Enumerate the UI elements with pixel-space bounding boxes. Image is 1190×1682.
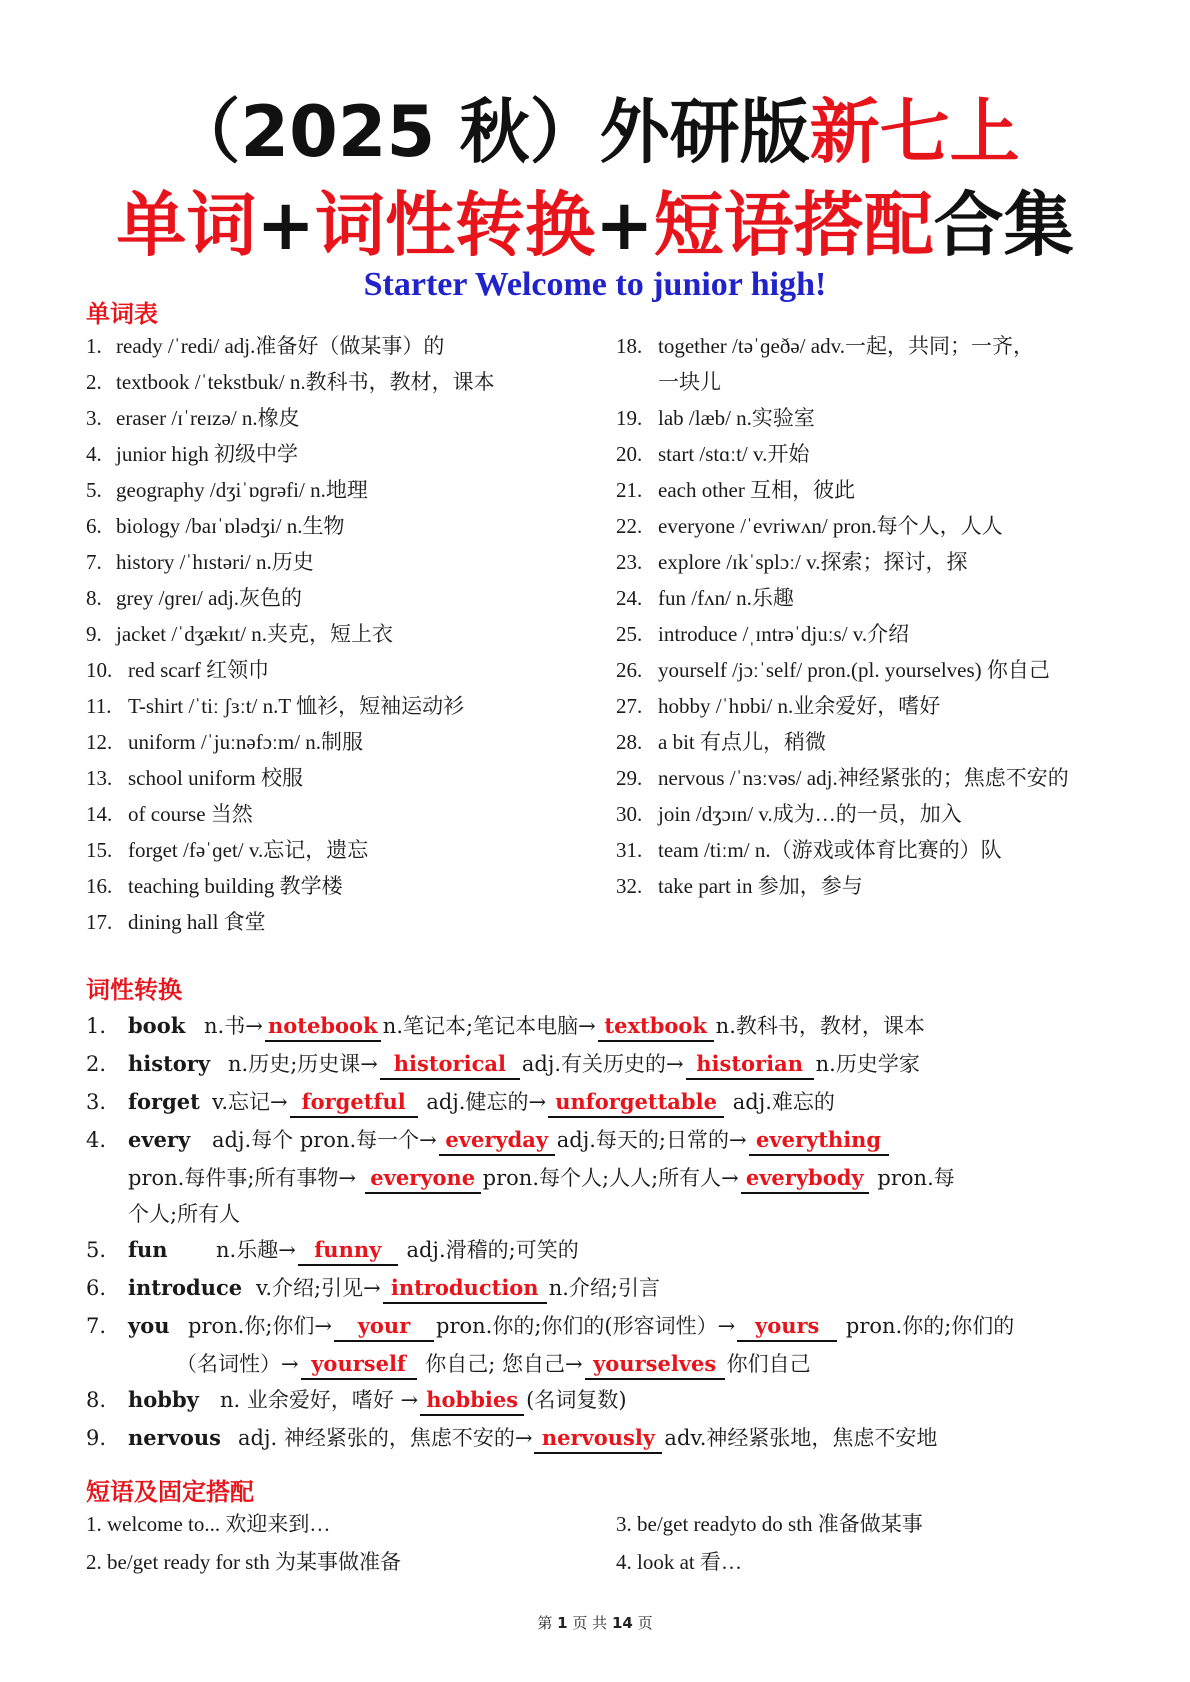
vocab-text: a bit 有点儿，稍微: [658, 730, 826, 754]
wordform-text: adj.每个 pron.每一个→: [212, 1128, 437, 1152]
vocab-text: jacket /ˈdʒækɪt/ n.夹克，短上衣: [116, 622, 394, 646]
vocab-number: 30.: [616, 802, 643, 826]
wordform-item: [86, 1122, 1126, 1158]
vocab-item: [86, 544, 606, 580]
headword: fun: [128, 1237, 168, 1262]
headword: you: [128, 1313, 170, 1338]
wordform-text: (名词复数): [526, 1388, 627, 1412]
wordform-list: [86, 1008, 1126, 1458]
vocab-item: [616, 580, 1126, 616]
vocab-item: [616, 436, 1126, 472]
wordform-item: [86, 1008, 1126, 1044]
vocab-number: 31.: [616, 838, 643, 862]
wordform-text: pron.你的;你们的: [839, 1314, 1015, 1338]
vocab-item: [86, 400, 606, 436]
vocab-number: 9.: [86, 622, 102, 646]
wordform-text: n.乐趣→: [216, 1238, 296, 1262]
vocab-text: uniform /ˈjuːnəfɔːm/ n.制服: [128, 730, 364, 754]
answer-blank: funny: [298, 1236, 398, 1266]
vocab-text: introduce /ˌɪntrəˈdjuːs/ v.介绍: [658, 622, 910, 646]
vocab-text: grey /ɡreɪ/ adj.灰色的: [116, 586, 303, 610]
vocab-item: [86, 328, 606, 364]
vocab-item: [616, 544, 1126, 580]
answer-blank: historian: [686, 1050, 814, 1080]
vocab-number: 28.: [616, 730, 643, 754]
vocab-text: nervous /ˈnɜːvəs/ adj.神经紧张的；焦虑不安的: [658, 766, 1069, 790]
vocab-text: school uniform 校服: [128, 766, 303, 790]
wordform-text: n.历史;历史课→: [228, 1052, 378, 1076]
vocab-number: 29.: [616, 766, 643, 790]
vocab-text: geography /dʒiˈɒɡrəfi/ n.地理: [116, 478, 368, 502]
wordform-item-continued: [86, 1346, 1126, 1382]
vocab-number: 3.: [86, 406, 102, 430]
wordform-text: pron.你的;你们的(形容词性）→: [436, 1314, 736, 1338]
headword: history: [128, 1051, 211, 1076]
answer-blank: introduction: [383, 1274, 547, 1304]
headword: hobby: [128, 1387, 199, 1412]
wordform-text: adj.每天的;日常的→: [556, 1128, 747, 1152]
wordform-text: n.介绍;引言: [548, 1276, 660, 1300]
wordform-item-continued: 个人;所有人: [128, 1202, 241, 1226]
vocab-item: [616, 616, 1126, 652]
section-heading-phrases: 短语及固定搭配: [86, 1478, 254, 1506]
wordform-item: [86, 1308, 1126, 1344]
wordform-number: 9.: [86, 1426, 107, 1450]
answer-blank: textbook: [598, 1012, 714, 1042]
answer-blank: your: [334, 1312, 434, 1342]
vocab-number: 24.: [616, 586, 643, 610]
vocab-item: [616, 796, 1126, 832]
vocab-number: 5.: [86, 478, 102, 502]
vocab-text: hobby /ˈhɒbi/ n.业余爱好，嗜好: [658, 694, 941, 718]
vocab-item: [616, 760, 1126, 796]
vocab-number: 21.: [616, 478, 643, 502]
vocab-item: [86, 652, 606, 688]
wordform-text: n. 业余爱好，嗜好 →: [220, 1388, 419, 1412]
vocab-text: explore /ɪkˈsplɔː/ v.探索；探讨，探: [658, 550, 968, 574]
headword: introduce: [128, 1275, 243, 1300]
wordform-text: v.介绍;引见→: [256, 1276, 381, 1300]
headword: every: [128, 1127, 191, 1152]
vocab-text: join /dʒɔɪn/ v.成为…的一员，加入: [658, 802, 962, 826]
phrase-item: 3. be/get readyto do sth 准备做某事: [616, 1512, 923, 1536]
section-heading-wordforms: 词性转换: [86, 976, 182, 1004]
vocab-number: 18.: [616, 334, 643, 358]
wordform-item: [86, 1232, 1126, 1268]
answer-blank: everyday: [439, 1126, 555, 1156]
vocab-number: 12.: [86, 730, 113, 754]
vocab-item: [86, 364, 606, 400]
vocab-text: textbook /ˈtekstbuk/ n.教科书，教材，课本: [116, 370, 495, 394]
wordform-item-continued: [86, 1160, 1126, 1196]
wordform-item: [86, 1084, 1126, 1120]
vocab-item: [616, 868, 1126, 904]
wordform-item: [86, 1046, 1126, 1082]
vocab-number: 10.: [86, 658, 113, 682]
vocab-text: forget /fəˈɡet/ v.忘记，遗忘: [128, 838, 369, 862]
wordform-text: n.书→: [204, 1014, 263, 1038]
vocab-number: 25.: [616, 622, 643, 646]
vocab-item: [86, 724, 606, 760]
vocab-text: biology /baɪˈɒlədʒi/ n.生物: [116, 514, 345, 538]
vocab-text: ready /ˈredi/ adj.准备好（做某事）的: [116, 334, 445, 358]
phrase-item: 2. be/get ready for sth 为某事做准备: [86, 1550, 401, 1574]
vocab-number: 6.: [86, 514, 102, 538]
wordform-text: （名词性）→: [176, 1352, 299, 1376]
vocab-number: 17.: [86, 910, 113, 934]
answer-blank: yours: [737, 1312, 837, 1342]
vocab-number: 8.: [86, 586, 102, 610]
vocab-item: [86, 832, 606, 868]
wordform-text: adj.健忘的→: [419, 1090, 547, 1114]
vocab-item: [616, 688, 1126, 724]
main-title-line2: 单词+词性转换+短语搭配合集: [116, 184, 1074, 266]
phrase-item: 4. look at 看…: [616, 1550, 742, 1574]
wordform-text: pron.每件事;所有事物→: [128, 1166, 363, 1190]
wordform-text: adj.有关历史的→: [521, 1052, 684, 1076]
vocab-text: of course 当然: [128, 802, 253, 826]
wordform-number: 7.: [86, 1314, 107, 1338]
vocab-item: [86, 580, 606, 616]
vocab-item: [86, 760, 606, 796]
wordform-text: 你们自己: [726, 1352, 811, 1376]
vocab-text: eraser /ɪˈreɪzə/ n.橡皮: [116, 406, 300, 430]
wordform-number: 6.: [86, 1276, 107, 1300]
vocab-text: teaching building 教学楼: [128, 874, 343, 898]
vocab-item: [616, 724, 1126, 760]
vocab-text: each other 互相，彼此: [658, 478, 856, 502]
vocab-right-column: [616, 328, 1126, 904]
vocab-number: 7.: [86, 550, 102, 574]
vocab-item: [86, 868, 606, 904]
vocab-number: 19.: [616, 406, 643, 430]
vocab-item: [616, 400, 1126, 436]
wordform-text: adj.难忘的: [726, 1090, 835, 1114]
vocab-text: fun /fʌn/ n.乐趣: [658, 586, 794, 610]
vocab-item: [86, 436, 606, 472]
vocab-item: [616, 832, 1126, 868]
vocab-number: 15.: [86, 838, 113, 862]
vocab-item: [616, 328, 1126, 364]
vocab-number: 14.: [86, 802, 113, 826]
wordform-text: adj. 神经紧张的，焦虑不安的→: [238, 1426, 533, 1450]
vocab-text: everyone /ˈevriwʌn/ pron.每个人，人人: [658, 514, 1003, 538]
vocab-left-column: [86, 328, 606, 940]
vocab-text: start /stɑːt/ v.开始: [658, 442, 810, 466]
vocab-number: 20.: [616, 442, 643, 466]
answer-blank: nervously: [534, 1424, 662, 1454]
wordform-text: v.忘记→: [212, 1090, 288, 1114]
wordform-item: [86, 1420, 1126, 1456]
wordform-number: 8.: [86, 1388, 107, 1412]
answer-blank: forgetful: [290, 1088, 418, 1118]
wordform-text: n.教科书，教材，课本: [715, 1014, 925, 1038]
answer-blank: everything: [749, 1126, 889, 1156]
wordform-number: 3.: [86, 1090, 107, 1114]
answer-blank: unforgettable: [548, 1088, 724, 1118]
wordform-item: [86, 1382, 1126, 1418]
answer-blank: hobbies: [420, 1386, 524, 1416]
wordform-number: 4.: [86, 1128, 107, 1152]
wordform-number: 5.: [86, 1238, 107, 1262]
vocab-item: [86, 472, 606, 508]
vocab-text: team /tiːm/ n.（游戏或体育比赛的）队: [658, 838, 1002, 862]
phrase-item: 1. welcome to... 欢迎来到…: [86, 1512, 331, 1536]
vocab-number: 11.: [86, 694, 112, 718]
answer-blank: everyone: [365, 1164, 481, 1194]
wordform-text: 你自己; 您自己→: [418, 1352, 583, 1376]
wordform-item: [86, 1270, 1126, 1306]
vocab-item: [86, 688, 606, 724]
vocab-text: yourself /jɔːˈself/ pron.(pl. yourselves) 你自己: [658, 658, 1050, 682]
vocab-number: 13.: [86, 766, 113, 790]
vocab-number: 27.: [616, 694, 643, 718]
vocab-text: junior high 初级中学: [116, 442, 298, 466]
wordform-text: n.历史学家: [815, 1052, 920, 1076]
wordform-text: pron.每: [870, 1166, 955, 1190]
vocab-number: 22.: [616, 514, 643, 538]
answer-blank: yourself: [301, 1350, 417, 1380]
vocab-text: lab /læb/ n.实验室: [658, 406, 815, 430]
wordform-text: pron.你;你们→: [188, 1314, 332, 1338]
page-footer: 第 1 页 共 14 页: [537, 1614, 653, 1632]
vocab-number: 1.: [86, 334, 102, 358]
answer-blank: everybody: [741, 1164, 869, 1194]
vocab-number: 4.: [86, 442, 102, 466]
headword: nervous: [128, 1425, 221, 1450]
vocab-text: history /ˈhɪstəri/ n.历史: [116, 550, 314, 574]
answer-blank: notebook: [265, 1012, 381, 1042]
vocab-text: T-shirt /ˈtiː ʃɜːt/ n.T 恤衫，短袖运动衫: [128, 694, 465, 718]
vocab-item: [86, 796, 606, 832]
wordform-text: pron.每个人;人人;所有人→: [482, 1166, 739, 1190]
vocab-item: [616, 472, 1126, 508]
wordform-text: adv.神经紧张地，焦虑不安地: [664, 1426, 938, 1450]
vocab-item: [86, 616, 606, 652]
unit-subtitle: Starter Welcome to junior high!: [363, 266, 827, 303]
vocab-text: together /təˈɡeðə/ adv.一起，共同；一齐，: [658, 334, 1034, 358]
vocab-number: 16.: [86, 874, 113, 898]
vocab-item: [86, 904, 606, 940]
vocab-item: [86, 508, 606, 544]
answer-blank: historical: [380, 1050, 520, 1080]
wordform-text: n.笔记本;笔记本电脑→: [382, 1014, 596, 1038]
vocab-item: [616, 508, 1126, 544]
vocab-text: dining hall 食堂: [128, 910, 266, 934]
vocab-number: 23.: [616, 550, 643, 574]
vocab-text: red scarf 红领巾: [128, 658, 270, 682]
vocab-number: 26.: [616, 658, 643, 682]
vocab-number: 32.: [616, 874, 643, 898]
wordform-number: 2.: [86, 1052, 107, 1076]
vocab-number: 2.: [86, 370, 102, 394]
section-heading-vocab: 单词表: [86, 300, 158, 328]
wordform-text: adj.滑稽的;可笑的: [399, 1238, 579, 1262]
headword: forget: [128, 1089, 200, 1114]
vocab-item: [616, 652, 1126, 688]
main-title-line1: （2025 秋）外研版新七上: [170, 91, 1020, 173]
headword: book: [128, 1013, 186, 1038]
vocab-item-continued: 一块儿: [658, 370, 721, 394]
wordform-number: 1.: [86, 1014, 107, 1038]
answer-blank: yourselves: [585, 1350, 725, 1380]
vocab-text: take part in 参加，参与: [658, 874, 863, 898]
